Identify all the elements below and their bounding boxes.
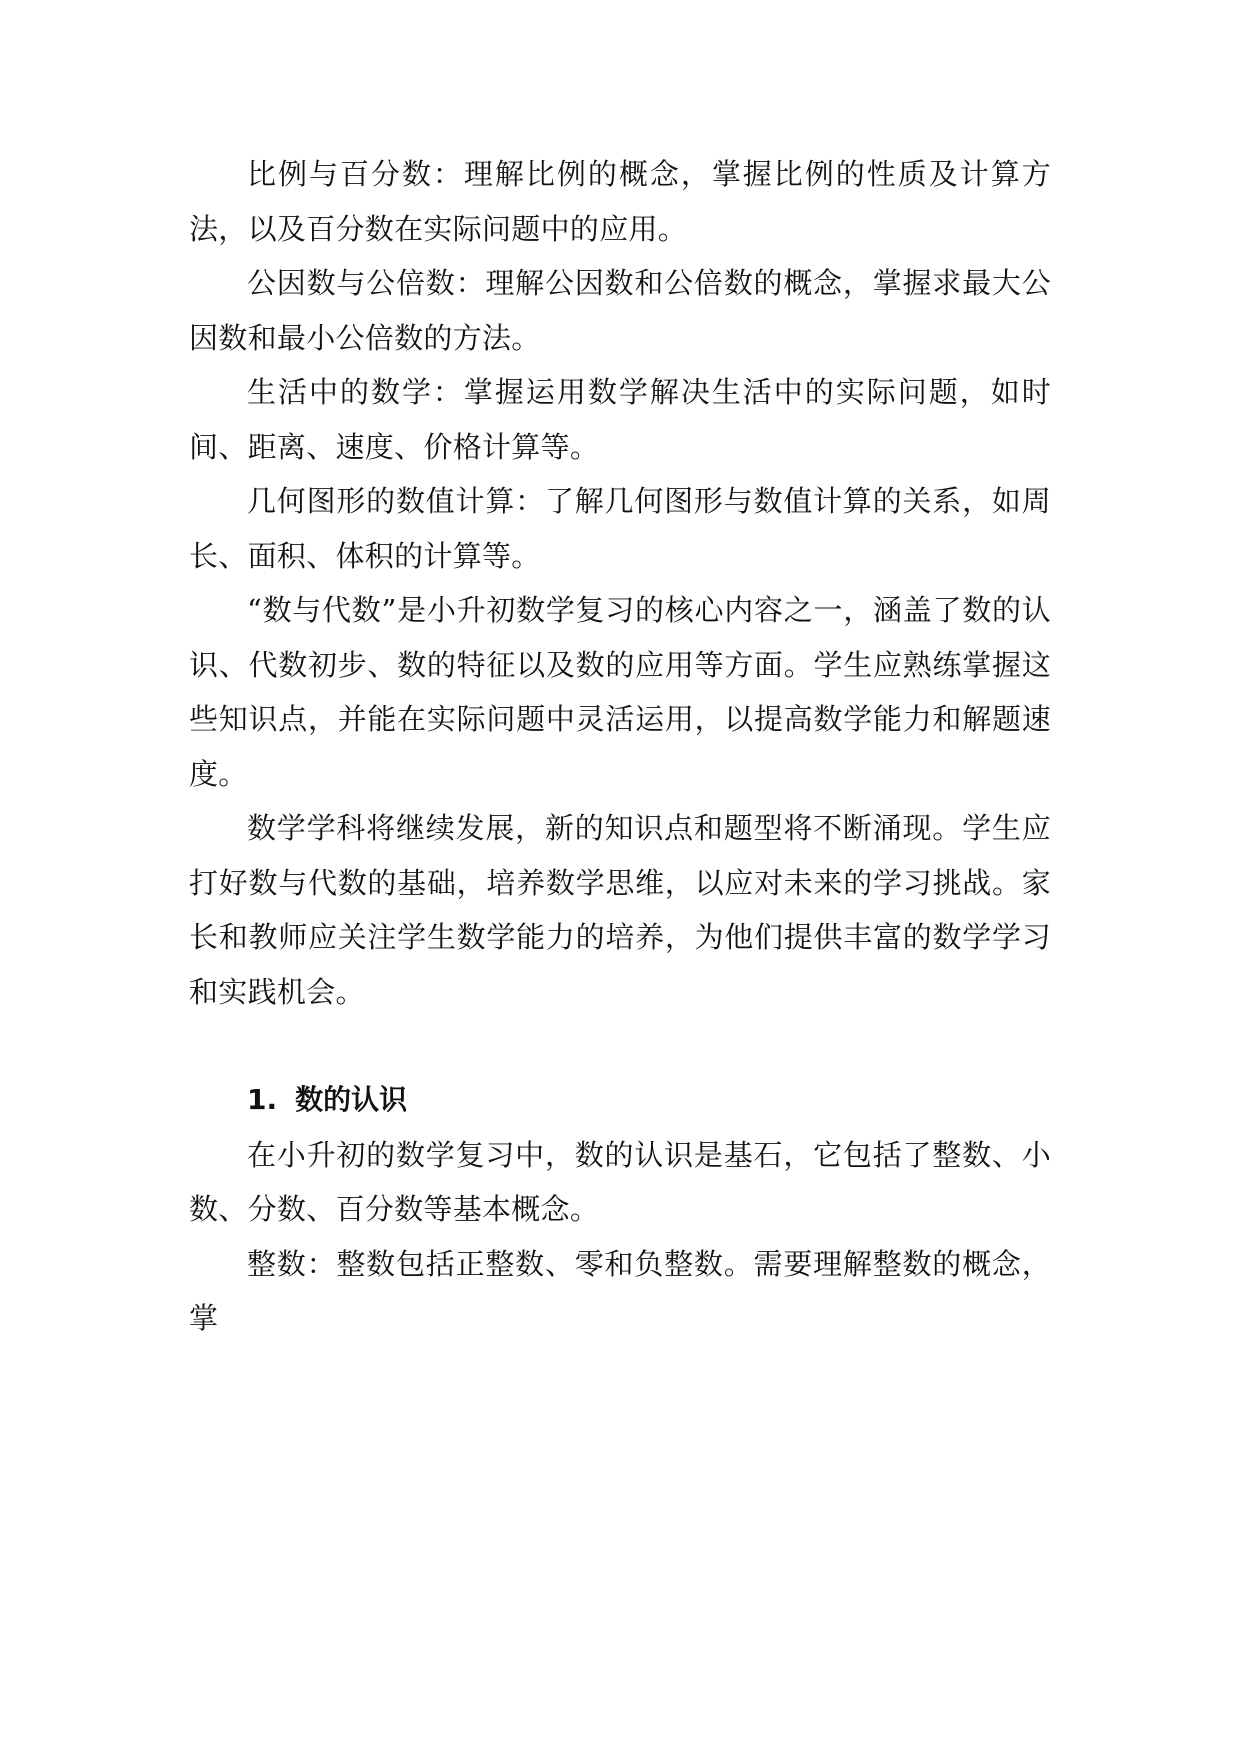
paragraph-math-in-life: 生活中的数学：掌握运用数学解决生活中的实际问题，如时间、距离、速度、价格计算等。 <box>189 375 1051 464</box>
paragraph-outlook: 数学学科将继续发展，新的知识点和题型将不断涌现。学生应打好数与代数的基础，培养数学思维，以应对未来的学习挑战。家长和教师应关注学生数学能力的培养，为他们提供丰富的数学学习和实践机会。 <box>189 811 1051 1009</box>
paragraph-factors-multiples: 公因数与公倍数：理解公因数和公倍数的概念，掌握求最大公因数和最小公倍数的方法。 <box>189 266 1051 355</box>
paragraph-integers: 整数：整数包括正整数、零和负整数。需要理解整数的概念，掌 <box>189 1246 1051 1335</box>
section-number: 1. <box>247 1083 278 1116</box>
section-heading <box>189 1073 1051 1128</box>
page-body <box>189 147 1051 1346</box>
paragraph-number-recognition-intro: 在小升初的数学复习中，数的认识是基石，它包括了整数、小数、分数、百分数等基本概念。 <box>189 1137 1051 1226</box>
paragraph-ratio-percent: 比例与百分数：理解比例的概念，掌握比例的性质及计算方法，以及百分数在实际问题中的应用。 <box>189 157 1051 246</box>
paragraph-numbers-algebra-summary: “数与代数”是小升初数学复习的核心内容之一，涵盖了数的认识、代数初步、数的特征以及数的应用等方面。学生应熟练掌握这些知识点，并能在实际问题中灵活运用，以提高数学能力和解题速度。 <box>189 593 1051 791</box>
paragraph-geometry-calculation: 几何图形的数值计算：了解几何图形与数值计算的关系，如周长、面积、体积的计算等。 <box>189 484 1051 573</box>
section-title: 数的认识 <box>295 1083 408 1116</box>
